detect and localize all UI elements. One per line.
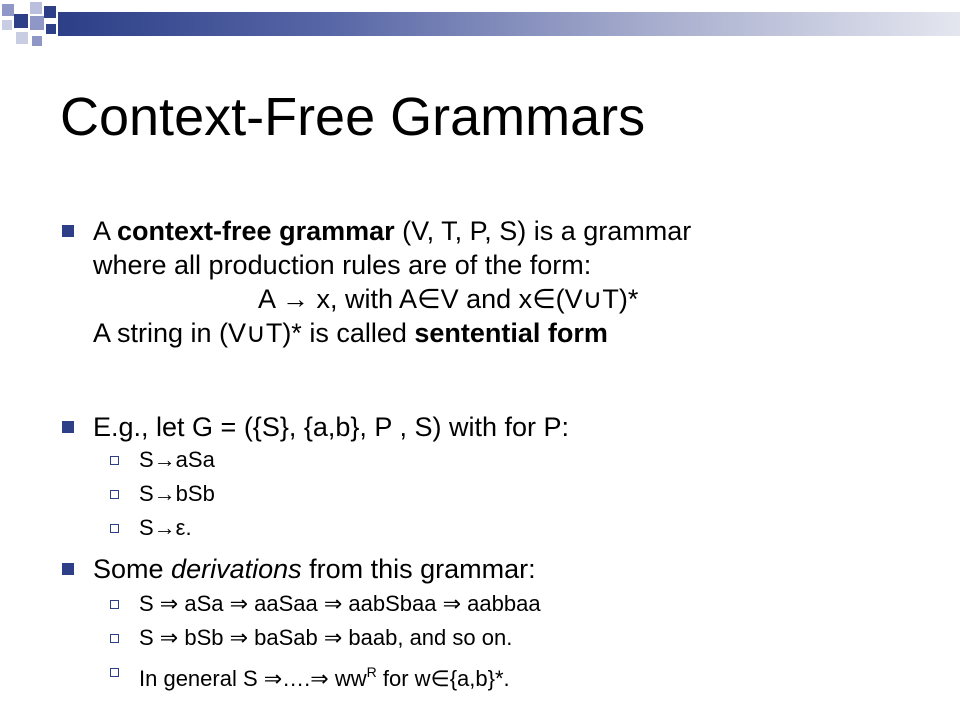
term-context-free-grammar: context-free grammar (117, 216, 395, 246)
superscript-r: R (366, 664, 377, 680)
derivation-item: S ⇒ aSa ⇒ aaSaa ⇒ aabSbaa ⇒ aabbaa (139, 591, 541, 616)
bullet-1-line-4 (93, 316, 608, 350)
bullet-1-line-1 (93, 214, 691, 248)
sub-bullet-square (110, 456, 119, 465)
bullet-square (62, 225, 74, 237)
production-item: S→bSb (139, 481, 215, 506)
bullet-2-text: E.g., let G = ({S}, {a,b}, P , S) with for P: (93, 412, 569, 442)
text-run: for w∈{a,b}*. (376, 666, 510, 691)
text-run: Some (93, 554, 172, 584)
text-run: A string in (V∪T)* is called (93, 318, 415, 348)
text-run: (V, T, P, S) is a grammar (394, 216, 692, 246)
bullet-3-text (93, 552, 536, 586)
sub-bullet-square (110, 600, 119, 609)
derivation-item-general (139, 658, 510, 693)
sub-bullet-square (110, 490, 119, 499)
slide-title: Context-Free Grammars (60, 87, 646, 147)
term-derivations: derivations (171, 554, 302, 584)
text-run: from this grammar: (301, 554, 536, 584)
sub-bullet-square (110, 524, 119, 533)
production-item: S→aSa (139, 447, 215, 472)
production-rule-form: A → x, with A∈V and x∈(V∪T)* (258, 284, 639, 314)
bullet-1-line-2: where all production rules are of the form: (93, 250, 592, 280)
text-run: A (93, 216, 118, 246)
sub-bullet-square (110, 634, 119, 643)
bullet-square (62, 421, 74, 433)
production-item: S→ε. (139, 515, 192, 540)
bullet-square (62, 563, 74, 575)
text-run: In general S ⇒….⇒ ww (139, 666, 367, 691)
derivation-item: S ⇒ bSb ⇒ baSab ⇒ baab, and so on. (139, 625, 513, 650)
sub-bullet-square (110, 668, 119, 677)
term-sentential-form: sentential form (414, 318, 608, 348)
